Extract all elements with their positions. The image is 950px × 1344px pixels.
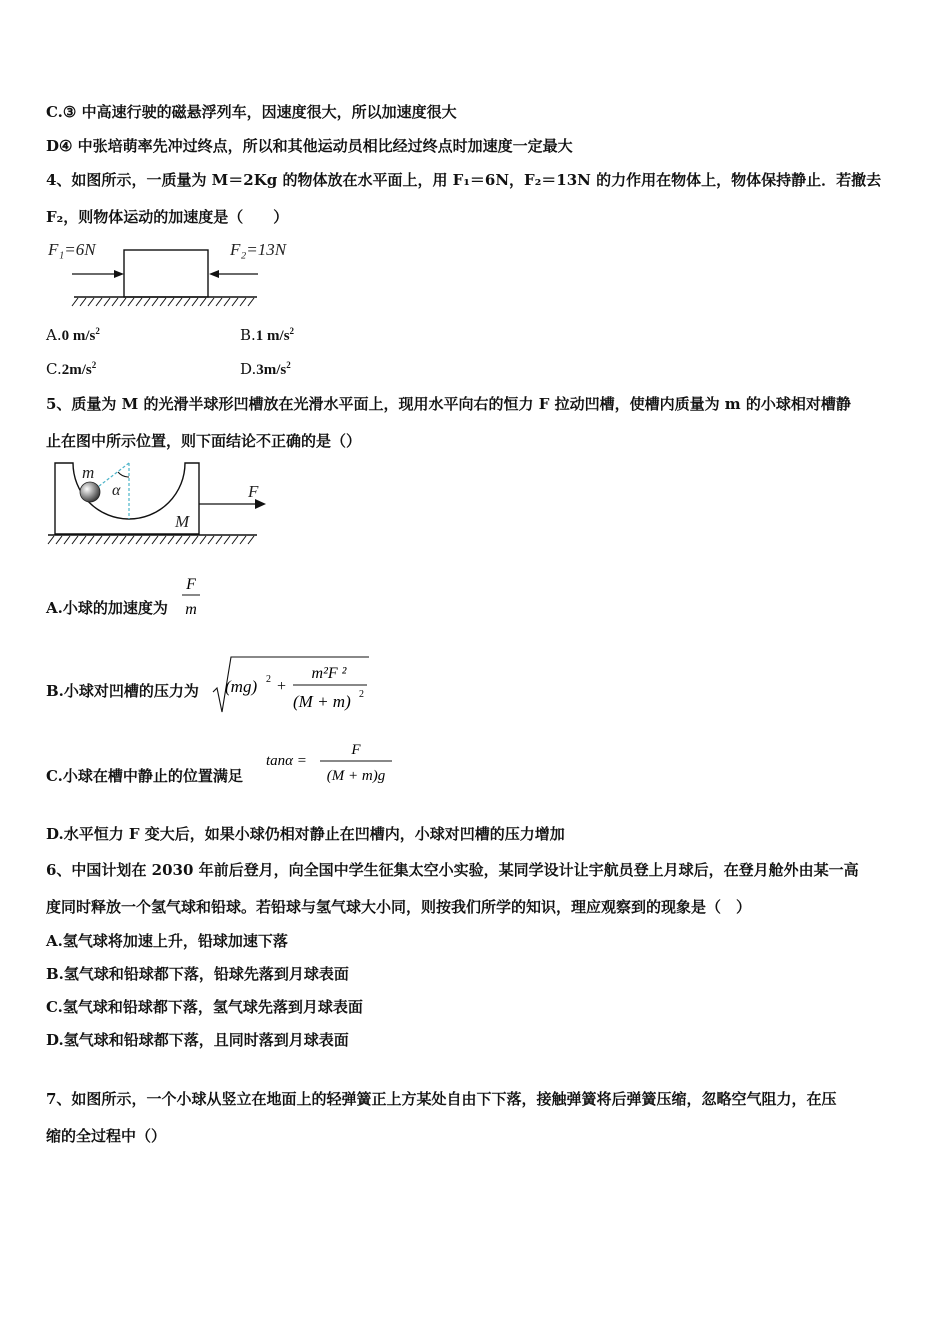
q5-option-b-text: B.小球对凹槽的压力为 bbox=[46, 682, 199, 700]
q4-option-d-exp: 2 bbox=[286, 360, 291, 370]
q5-option-c-formula bbox=[264, 738, 396, 788]
q5-option-c-denominator: (M + m)g bbox=[326, 768, 386, 784]
q4-block bbox=[124, 250, 208, 297]
q5-angle-label: α bbox=[112, 482, 121, 499]
q6-option-a: A.氢气球将加速上升，铅球加速下落 bbox=[46, 932, 288, 950]
q5-force-label: F bbox=[248, 482, 259, 501]
q6-stem-line1: 6、中国计划在 2030 年前后登月，向全国中学生征集太空小实验，某同学设计让宇航员登上月球后，在登月舱外由某一高 bbox=[46, 861, 859, 879]
q6-option-b: B.氢气球和铅球都下落，铅球先落到月球表面 bbox=[46, 965, 349, 983]
q5-ball bbox=[80, 482, 100, 502]
q4-option-c bbox=[46, 359, 96, 380]
q5-option-c-text: C.小球在槽中静止的位置满足 bbox=[46, 767, 243, 785]
q5-option-d: D.水平恒力 F 变大后，如果小球仍相对静止在凹槽内，小球对凹槽的压力增加 bbox=[46, 825, 565, 843]
q3-option-c: C.③ 中高速行驶的磁悬浮列车，因速度很大，所以加速度很大 bbox=[46, 103, 457, 121]
q5-option-b-formula bbox=[211, 652, 373, 718]
q4-option-b bbox=[240, 325, 294, 346]
q5-ball-label: m bbox=[82, 463, 95, 482]
q5-angle-arc bbox=[118, 472, 129, 477]
q5-option-a-denominator: m bbox=[185, 601, 197, 618]
q4-option-d-prefix: D. bbox=[240, 360, 257, 378]
q6-stem-line2: 度同时释放一个氢气球和铅球。若铅球与氢气球大小同，则按我们所学的知识，理应观察到的现象是（ ） bbox=[46, 898, 752, 916]
q5-option-b-term1: (mg) bbox=[225, 677, 258, 696]
q6-option-c: C.氢气球和铅球都下落，氢气球先落到月球表面 bbox=[46, 998, 363, 1016]
q4-option-d-value: 3m/s bbox=[256, 362, 287, 378]
q4-stem-line1: 4、如图所示，一质量为 M＝2Kg 的物体放在水平面上，用 F₁＝6N，F₂＝13N 的力作用在物体上，物体保持静止．若撤去 bbox=[46, 171, 882, 189]
q5-option-c-lhs: tanα = bbox=[266, 753, 307, 769]
q5-option-a-numerator: F bbox=[186, 576, 196, 593]
q4-option-b-value: 1 m/s bbox=[255, 328, 290, 344]
q6-option-d: D.氢气球和铅球都下落，且同时落到月球表面 bbox=[46, 1031, 349, 1049]
q5-stem-line1: 5、质量为 M 的光滑半球形凹槽放在光滑水平面上，现用水平向右的恒力 F 拉动凹槽，使槽内质量为 m 的小球相对槽静 bbox=[46, 395, 851, 413]
q4-option-c-exp: 2 bbox=[91, 360, 97, 370]
q4-option-b-exp: 2 bbox=[289, 326, 295, 336]
q4-option-b-prefix: B. bbox=[240, 326, 256, 344]
q5-option-b-term1-exp: 2 bbox=[266, 674, 271, 685]
q5-bowl-label: M bbox=[175, 512, 190, 531]
q4-f1-label: F₁=6N bbox=[48, 240, 96, 259]
q5-option-b-denominator: (M + m) bbox=[293, 692, 351, 711]
q5-option-a-text: A.小球的加速度为 bbox=[46, 599, 168, 617]
q4-f2-label: F₂=13N bbox=[230, 240, 287, 259]
q5-option-c-numerator: F bbox=[351, 742, 361, 758]
q7-stem-line1: 7、如图所示，一个小球从竖立在地面上的轻弹簧正上方某处自由下下落，接触弹簧将后弹簧压缩，忽略空气阻力，在压 bbox=[46, 1090, 837, 1108]
q5-option-b-denominator-exp: 2 bbox=[359, 689, 364, 700]
q5-figure-bowl-and-ball bbox=[44, 458, 269, 550]
q4-option-a-value: 0 m/s bbox=[61, 328, 96, 344]
q5-stem-line2: 止在图中所示位置，则下面结论不正确的是（） bbox=[46, 432, 362, 450]
q5-option-b-numerator: m²F ² bbox=[311, 665, 347, 682]
q4-option-c-prefix: C. bbox=[46, 360, 62, 378]
q5-option-b-plus: + bbox=[277, 678, 287, 695]
q7-stem-line2: 缩的全过程中（） bbox=[46, 1127, 167, 1145]
q4-figure-block-on-floor bbox=[44, 236, 287, 312]
q4-option-a-exp: 2 bbox=[95, 326, 100, 336]
q3-option-d: D④ 中张培萌率先冲过终点，所以和其他运动员相比经过终点时加速度一定最大 bbox=[46, 137, 573, 155]
q4-option-a bbox=[46, 325, 100, 346]
q5-option-a-formula bbox=[180, 572, 202, 620]
q4-option-a-prefix: A. bbox=[46, 326, 62, 344]
q4-option-d bbox=[240, 359, 291, 380]
q4-stem-line2: F₂，则物体运动的加速度是（ ） bbox=[46, 208, 289, 226]
q4-option-c-value: 2m/s bbox=[61, 362, 92, 378]
